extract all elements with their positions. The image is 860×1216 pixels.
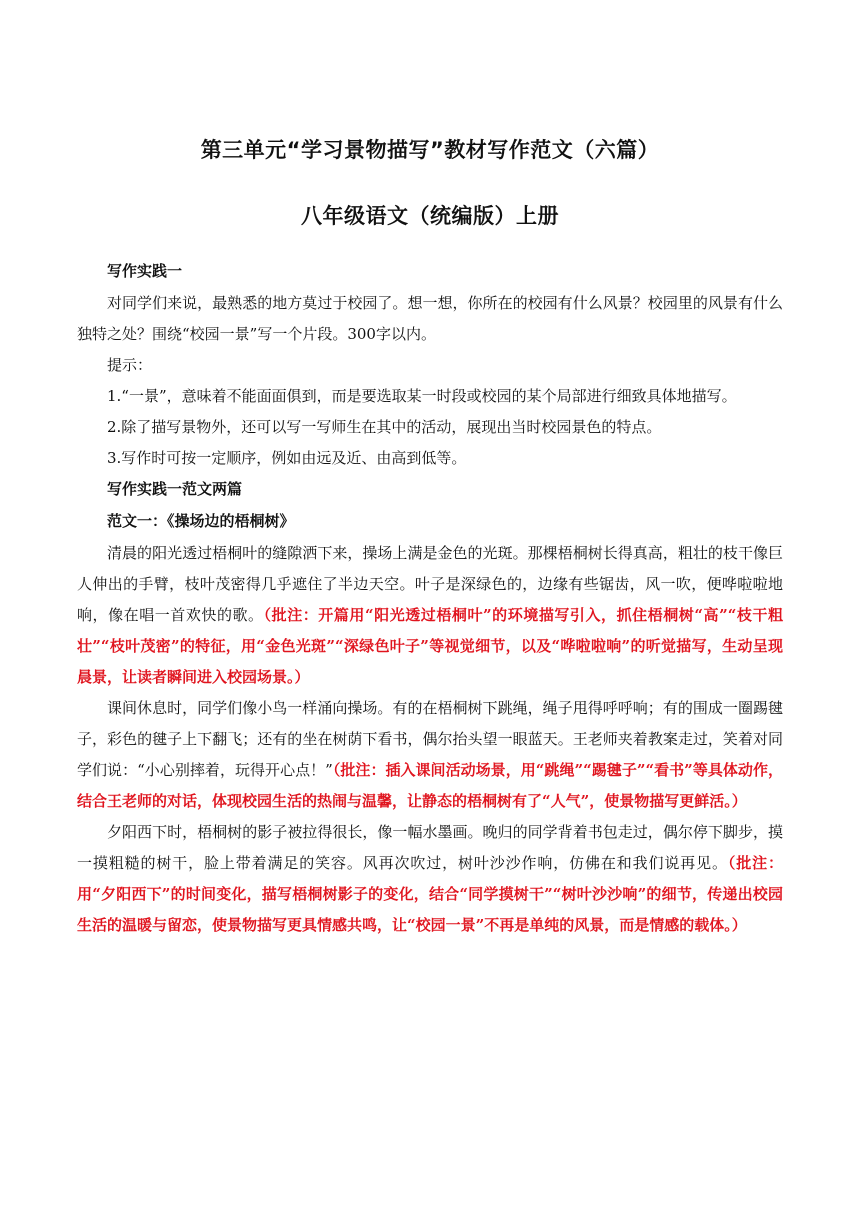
paragraph-text: 清晨的阳光透过梧桐叶的缝隙洒下来，操场上满是金色的光斑。那棵梧桐树长得真高，粗壮的枝干像巨人伸出的手臂，枝叶茂密得几乎遮住了半边天空。叶子是深绿色的，边缘有些锯齿，风一吹，便哗啦啦地响，像在唱一首欢快的歌。: [77, 544, 783, 624]
sample-title: 范文一：《操场边的梧桐树》: [107, 512, 295, 530]
sample-paragraph-3: [77, 817, 783, 941]
document-title: 第三单元“学习景物描写”教材写作范文（六篇）: [200, 138, 660, 162]
sample-paragraph-2: [77, 693, 783, 817]
tips-label: 提示：: [107, 356, 153, 374]
annotation-note: （批注：开篇用“阳光透过梧桐叶”的环境描写引入，抓住梧桐树“高”“枝干粗壮”“枝叶茂密”的特征，用“金色光斑”“深绿色叶子”等视觉细节，以及“哗啦啦响”的听觉描写，生动呈现晨景，让读者瞬间进入校园场景。）: [77, 606, 783, 686]
sample-paragraph-1: [77, 538, 783, 693]
practice-prompt: 对同学们来说，最熟悉的地方莫过于校园了。想一想，你所在的校园有什么风景？校园里的风景有什么独特之处？围绕“校园一景”写一个片段。300字以内。: [77, 294, 783, 343]
tip-item-2: 2.除了描写景物外，还可以写一写师生在其中的活动，展现出当时校园景色的特点。: [107, 418, 662, 436]
document-subtitle: 八年级语文（统编版）上册: [301, 204, 559, 228]
paragraph-text: 课间休息时，同学们像小鸟一样涌向操场。有的在梧桐树下跳绳，绳子甩得呼呼响；有的围成一圈踢毽子，彩色的毽子上下翻飞；还有的坐在树荫下看书，偶尔抬头望一眼蓝天。王老师夹着教案走过，笑着对同学们说：“小心别摔着，玩得开心点！”: [77, 699, 783, 779]
tip-item-1: 1.“一景”，意味着不能面面俱到，而是要选取某一时段或校园的某个局部进行细致具体地描写。: [107, 387, 737, 405]
paragraph-text: 夕阳西下时，梧桐树的影子被拉得很长，像一幅水墨画。晚归的同学背着书包走过，偶尔停下脚步，摸一摸粗糙的树干，脸上带着满足的笑容。风再次吹过，树叶沙沙作响，仿佛在和我们说再见。: [77, 823, 783, 872]
tip-item-3: 3.写作时可按一定顺序，例如由远及近、由高到低等。: [107, 449, 467, 467]
annotation-note: （批注：插入课间活动场景，用“跳绳”“踢毽子”“看书”等具体动作，结合王老师的对话，体现校园生活的热闹与温馨，让静态的梧桐树有了“人气”，使景物描写更鲜活。）: [77, 761, 783, 810]
samples-heading: 写作实践一范文两篇: [107, 480, 243, 498]
practice-heading: 写作实践一: [107, 262, 183, 280]
document-body: [77, 256, 783, 941]
annotation-note: （批注：用“夕阳西下”的时间变化，描写梧桐树影子的变化，结合“同学摸树干”“树叶沙沙响”的细节，传递出校园生活的温暖与留恋，使景物描写更具情感共鸣，让“校园一景”不再是单纯的风景，而是情感的载体。）: [77, 854, 783, 934]
